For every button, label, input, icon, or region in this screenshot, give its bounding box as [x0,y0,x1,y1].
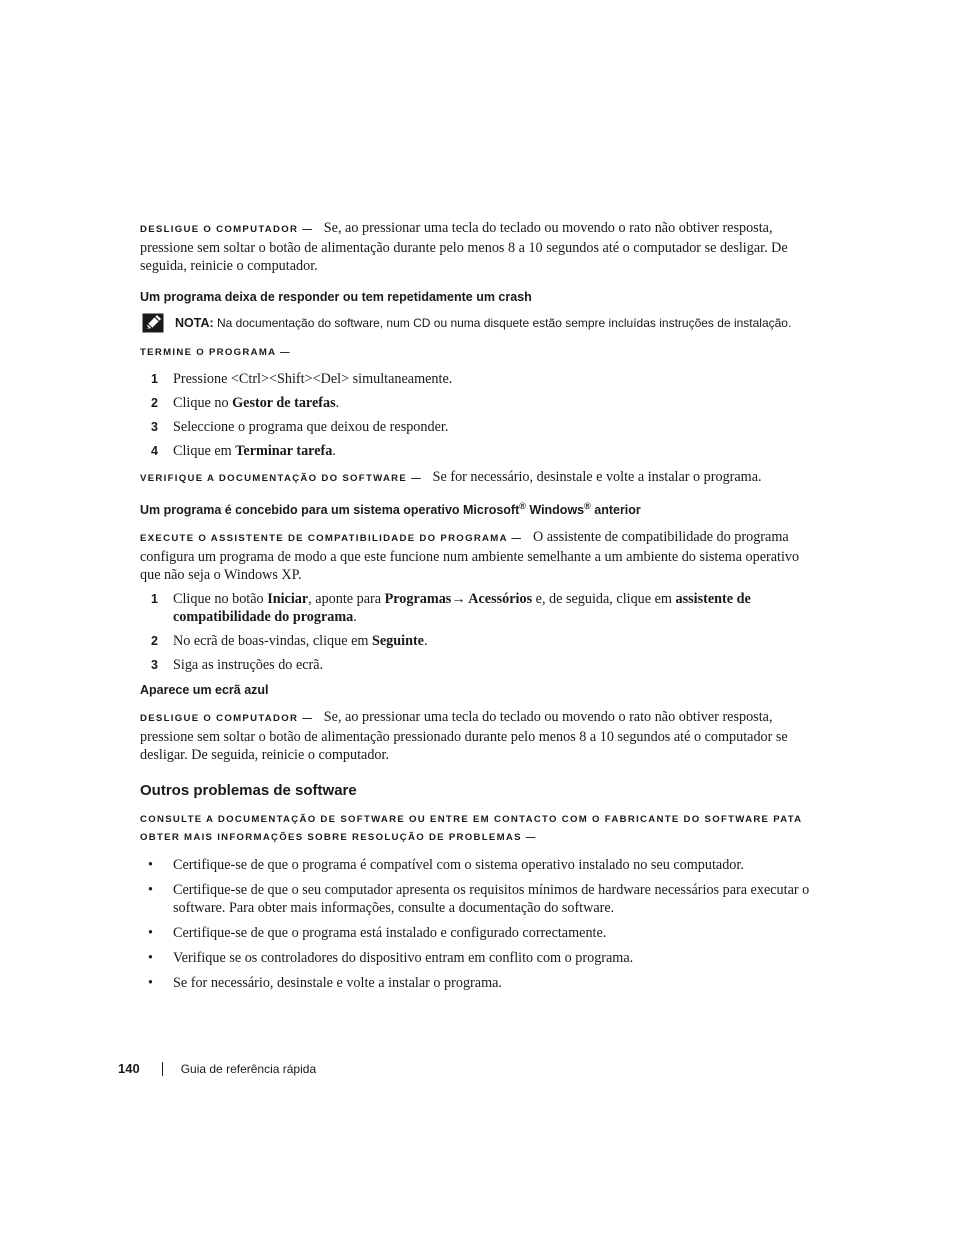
footer-title: Guia de referência rápida [180,1061,317,1076]
bullet-text: Certifique-se de que o programa está instalado e configurado correctamente. [173,925,607,941]
step-text: Siga as instruções do ecrã. [173,657,324,673]
step-text: Clique em [173,443,236,459]
shutdown-paragraph [140,219,810,275]
list-item [140,656,810,674]
lead-in-shutdown: DESLIGUE O COMPUTADOR — [140,224,314,235]
step-text: Clique no botão [173,591,268,607]
bullet-icon: • [148,950,153,966]
lead-in-terminate: TERMINE O PROGRAMA — [140,347,291,358]
list-item [140,394,810,412]
list-item [140,856,810,874]
bullet-text: Certifique-se de que o seu computador apresenta os requisitos mínimos de hardware necessários para executar o software. Para obter mais informações, consulte a documentação do software. [173,882,810,916]
bullet-text: Verifique se os controladores do dispositivo entram em conflito com o programa. [173,950,634,966]
page-content [140,219,810,999]
ui-term-accessories: Acessórios [465,591,533,607]
ui-term-compat-wizard: assistente de compatibilidade do programa [173,591,751,625]
subheading-part: Windows [525,503,585,517]
pencil-note-icon [142,313,164,333]
step-text-end: . [332,443,336,459]
terminate-steps [140,370,810,460]
step-text-end: . [353,609,357,625]
list-item [140,590,810,626]
page-number: 140 [118,1061,140,1076]
step-number: 3 [151,420,158,434]
step-text-end: . [335,395,340,411]
terminate-program-lead [140,342,810,362]
footer-divider [162,1062,163,1076]
subheading-program-not-responding: Um programa deixa de responder ou tem repetidamente um crash [140,290,532,304]
step-number: 1 [151,592,158,606]
step-text: Seleccione o programa que deixou de responder. [173,419,449,435]
list-item [140,418,810,436]
lead-in-check-docs: VERIFIQUE A DOCUMENTAÇÃO DO SOFTWARE — [140,473,422,484]
step-text-end: . [423,633,428,649]
ui-term-next: Seguinte [371,633,424,649]
page-footer [118,1061,316,1076]
subheading-part: anterior [590,503,641,517]
lead-in-compat-wizard: EXECUTE O ASSISTENTE DE COMPATIBILIDADE DO PROGRAMA — [140,533,523,544]
step-number: 2 [151,396,158,410]
compat-wizard-text: O assistente de compatibilidade do programa configura um programa de modo a que este funcione num ambiente semelhante a um ambiente do sistema operativo que não seja o Windows XP. [140,529,800,583]
arrow-right-icon: → [451,591,466,607]
list-item [140,949,810,967]
step-text: Clique no [173,395,233,411]
list-item [140,974,810,992]
lead-in-shutdown-2: DESLIGUE O COMPUTADOR — [140,713,314,724]
registered-mark: ® [519,500,526,511]
ui-term-task-manager: Gestor de tarefas [232,395,336,411]
note-box [140,315,810,332]
ui-term-start: Iniciar [267,591,309,607]
lead-in-consult-docs: CONSULTE A DOCUMENTAÇÃO DE SOFTWARE OU ENTRE EM CONTACTO COM O FABRICANTE DO SOFTWARE PATA OBTER MAIS INFORMAÇÕES SOBRE RESOLUÇÃO DE PROBLEMAS — [140,814,803,843]
step-number: 2 [151,634,158,648]
list-item [140,924,810,942]
check-docs-paragraph [140,468,810,488]
check-docs-text: Se for necessário, desinstale e volte a instalar o programa. [432,469,762,485]
list-item [140,632,810,650]
list-item [140,370,810,388]
list-item [140,442,810,460]
step-number: 1 [151,372,158,386]
bullet-icon: • [148,857,153,873]
subheading-blue-screen: Aparece um ecrã azul [140,683,269,697]
software-tips-list [140,856,810,992]
list-item [140,881,810,917]
note-label: NOTA: [175,316,214,330]
step-text: , aponte para [308,591,385,607]
compat-steps [140,590,810,674]
shutdown-text: Se, ao pressionar uma tecla do teclado ou movendo o rato não obtiver resposta, pressione sem soltar o botão de alimentação durante pelo menos 8 a 10 segundos até o computador se desligar. De seguida, reinicie o computador. [140,220,788,274]
bullet-icon: • [148,882,153,898]
section-title-other-problems: Outros problemas de software [140,782,357,799]
bullet-icon: • [148,925,153,941]
step-text: Pressione <Ctrl><Shift><Del> simultaneamente. [173,371,453,387]
compat-wizard-paragraph [140,528,810,584]
step-text: e, de seguida, clique em [532,591,676,607]
subheading-part: Um programa é concebido para um sistema operativo Microsoft [140,503,520,517]
registered-mark: ® [584,500,591,511]
ui-term-end-task: Terminar tarefa [235,443,333,459]
shutdown-text-2: Se, ao pressionar uma tecla do teclado ou movendo o rato não obtiver resposta, pressione sem soltar o botão de alimentação pressionado durante pelo menos 8 a 10 segundos até o computador se desligar. De seguida, reinicie o computador. [140,709,788,763]
note-text: Na documentação do software, num CD ou numa disquete estão sempre incluídas instruções de instalação. [217,316,792,330]
bullet-text: Certifique-se de que o programa é compatível com o sistema operativo instalado no seu computador. [173,857,744,873]
subheading-older-windows [140,502,810,518]
step-number: 4 [151,444,158,458]
bullet-icon: • [148,975,153,991]
step-number: 3 [151,658,158,672]
ui-term-programs: Programas [384,591,452,607]
consult-docs-lead [140,810,810,846]
bullet-text: Se for necessário, desinstale e volte a instalar o programa. [173,975,502,991]
step-text: No ecrã de boas-vindas, clique em [173,633,372,649]
shutdown-paragraph-2 [140,708,810,764]
